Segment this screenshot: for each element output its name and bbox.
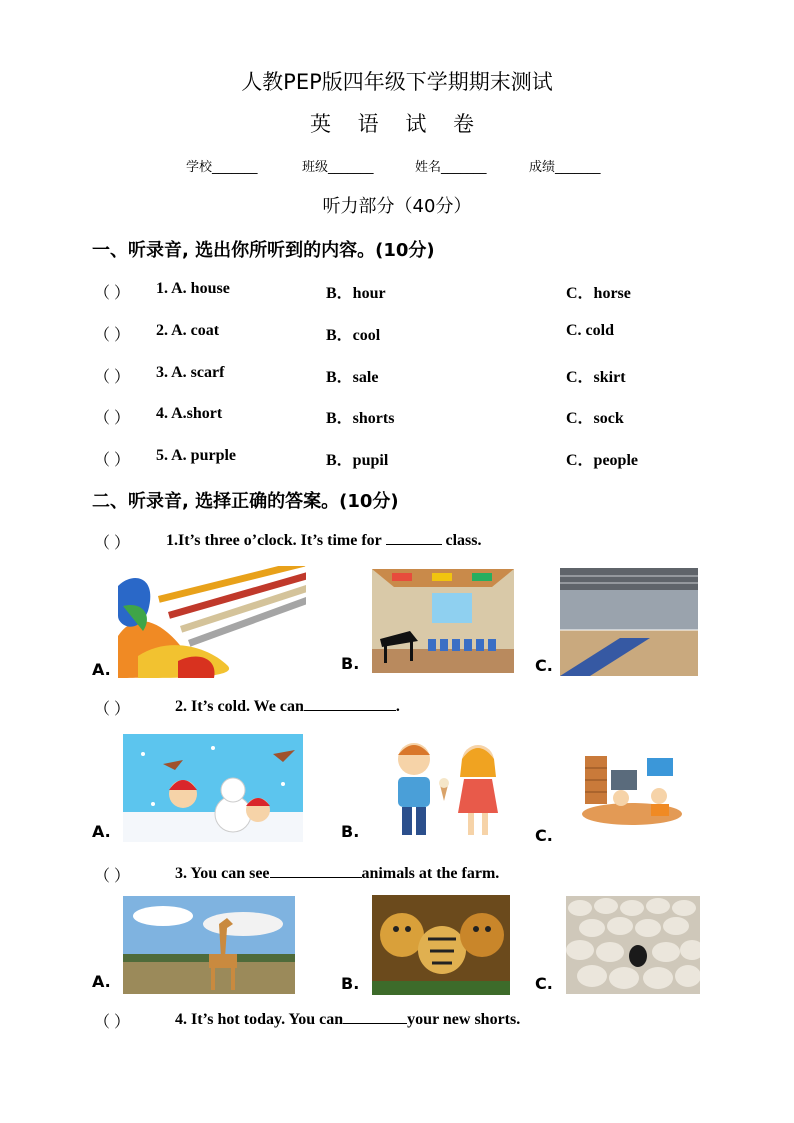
option-a: 5. A. purple [156,447,237,464]
score-field: 成绩_______ [529,160,601,175]
option-b: B．cool [326,327,381,344]
choice-label-b: B. [341,974,360,993]
option-c: C．sock [566,410,624,427]
question-4 [175,1009,520,1029]
option-b: B．shorts [326,410,395,427]
option-a: 4. A.short [156,405,223,422]
giraffe-image [123,896,295,994]
sheep-flock-image [566,896,700,994]
living-room-image [581,748,683,826]
option-b: B．sale [326,369,379,386]
answer-paren: （ ） [94,327,131,344]
question-text-end: . [395,698,400,715]
question-1 [166,530,482,550]
choice-label-c: C. [535,656,553,675]
question-text-end: class. [445,532,482,549]
answer-paren: （ ） [94,410,131,427]
answer-paren: （ ） [94,868,131,885]
answer-paren: （ ） [94,1014,131,1031]
question-3 [175,863,499,883]
answer-paren: （ ） [94,701,131,718]
choice-label-c: C. [535,826,553,845]
class-field: 班级_______ [302,160,374,175]
choice-label-c: C. [535,974,553,993]
page-title: 人教PEP版四年级下学期期末测试 [241,70,553,94]
choice-label-a: A. [92,822,111,841]
question-text-end: animals at the farm. [361,865,500,882]
answer-blank [386,530,442,545]
question-text-end: your new shorts. [407,1011,521,1028]
option-b: B．hour [326,285,386,302]
snowman-image [123,734,303,842]
option-b: B．pupil [326,452,389,469]
answer-paren: （ ） [94,535,131,552]
part1-heading: 一、听录音, 选出你所听到的内容。(10分) [92,240,435,261]
option-c: C．people [566,452,639,469]
answer-paren: （ ） [94,452,131,469]
answer-paren: （ ） [94,369,131,386]
gym-image [560,568,698,676]
name-field: 姓名_______ [415,160,487,175]
option-c: C．skirt [566,369,626,386]
choice-label-a: A. [92,972,111,991]
question-text: 4. It’s hot today. You can [175,1011,344,1028]
question-text: 3. You can see [175,865,270,882]
option-c: C. cold [566,322,614,339]
option-a: 1. A. house [156,280,230,297]
choice-label-b: B. [341,654,360,673]
question-text: 2. It’s cold. We can [175,698,304,715]
music-room-image [372,569,514,673]
kids-ice-cream-image [378,737,514,839]
cartoon-animals-image [372,895,510,995]
question-2 [175,696,400,716]
option-c: C．horse [566,285,631,302]
listening-heading: 听力部分（40分） [322,196,472,217]
school-field: 学校_______ [186,160,258,175]
option-a: 2. A. coat [156,322,220,339]
answer-paren: （ ） [94,285,131,302]
part2-heading: 二、听录音, 选择正确的答案。(10分) [92,491,399,512]
answer-blank [270,863,362,878]
paintbrushes-image [118,566,306,678]
page-subtitle: 英 语 试 卷 [309,112,485,136]
choice-label-a: A. [92,660,111,679]
choice-label-b: B. [341,822,360,841]
question-text: 1.It’s three o’clock. It’s time for [166,532,382,549]
answer-blank [343,1009,407,1024]
option-a: 3. A. scarf [156,364,225,381]
answer-blank [304,696,396,711]
